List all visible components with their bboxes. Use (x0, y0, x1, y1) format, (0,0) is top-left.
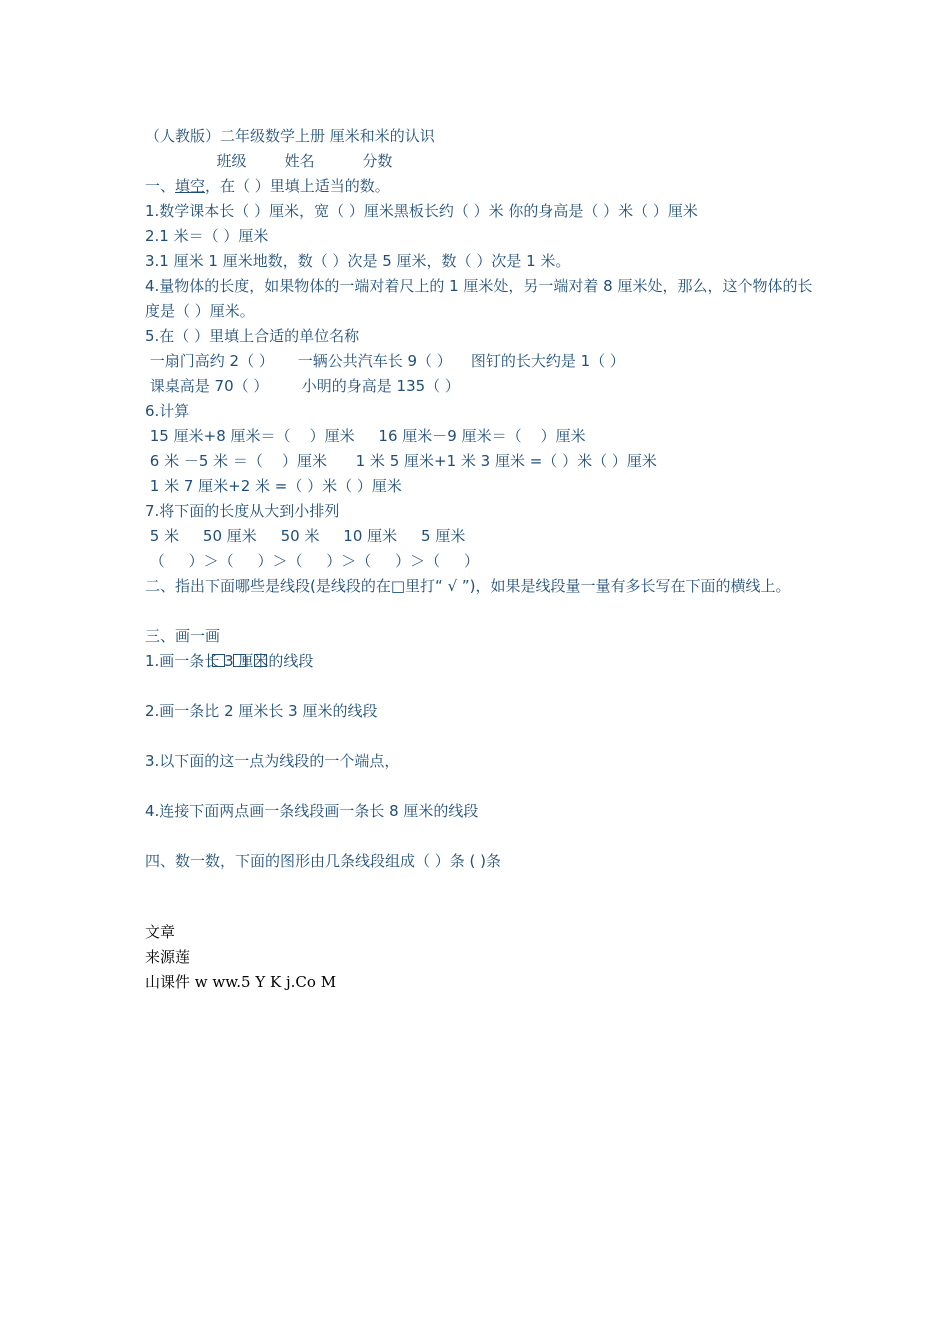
question-6: 6.计算 (145, 402, 190, 420)
section-3-question-2: 2.画一条比 2 厘米长 3 厘米的线段 (145, 702, 378, 720)
question-6-line-3: 1 米 7 厘米+2 米 =（ ）米（ ）厘米 (145, 477, 402, 495)
section-1-number: 一、 (145, 177, 176, 195)
question-4: 4.量物体的长度，如果物体的一端对着尺上的 1 厘米处，另一端对着 8 厘米处，那么，这个物体的长度是（ ）厘米。 (145, 277, 813, 320)
question-7-order-blanks: （ ）＞（ ）＞（ ）＞（ ）＞（ ） (145, 552, 479, 570)
worksheet-title: （人教版）二年级数学上册 厘米和米的认识 (145, 127, 435, 145)
section-3-question-4: 4.连接下面两点画一条线段画一条长 8 厘米的线段 (145, 802, 479, 820)
source-line-3: 山课件 w ww.5 Y K j.Co M (145, 973, 337, 991)
source-note (145, 920, 336, 995)
spacer (145, 724, 815, 749)
checkbox-row (145, 599, 815, 624)
question-3: 3.1 厘米 1 厘米地数，数（ ）次是 5 厘米，数（ ）次是 1 米。 (145, 252, 571, 270)
spacer (145, 824, 815, 849)
question-2: 2.1 米＝（ ）厘米 (145, 227, 269, 245)
section-3-question-1: 1.画一条长 3 厘米的线段 (145, 652, 314, 670)
question-5: 5.在（ ）里填上合适的单位名称 (145, 327, 360, 345)
section-3-question-3: 3.以下面的这一点为线段的一个端点， (145, 752, 400, 770)
section-4-title: 四、数一数，下面的图形由几条线段组成（ ）条 ( )条 (145, 852, 502, 870)
student-info-fields: 班级 姓名 分数 (145, 152, 393, 170)
question-5-line-1: 一扇门高约 2（ ） 一辆公共汽车长 9（ ） 图钉的长大约是 1（ ） (145, 352, 625, 370)
question-7: 7.将下面的长度从大到小排列 (145, 502, 340, 520)
question-6-line-1: 15 厘米+8 厘米＝（ ）厘米 16 厘米－9 厘米＝（ ）厘米 (145, 427, 586, 445)
question-6-line-2: 6 米 －5 米 ＝（ ）厘米 1 米 5 厘米+1 米 3 厘米 =（ ）米（ ）厘米 (145, 452, 657, 470)
source-line-1: 文章 (145, 923, 176, 941)
section-2-title: 二、指出下面哪些是线段(是线段的在□里打“ √ ”)，如果是线段量一量有多长写在下面的横线上。 (145, 577, 791, 595)
section-1-instruction: ，在（ ）里填上适当的数。 (205, 177, 390, 195)
worksheet-body (145, 124, 815, 874)
spacer (145, 774, 815, 799)
question-7-lengths: 5 米 50 厘米 50 米 10 厘米 5 厘米 (145, 527, 466, 545)
source-line-2: 来源莲 (145, 948, 191, 966)
question-1: 1.数学课本长（ ）厘米，宽（ ）厘米黑板长约（ ）米 你的身高是（ ）米（ ）厘米 (145, 202, 698, 220)
section-3-title: 三、画一画 (145, 627, 221, 645)
fill-blank-link[interactable]: 填空 (175, 177, 206, 195)
section-1-title (145, 174, 815, 199)
question-5-line-2: 课桌高是 70（ ） 小明的身高是 135（ ） (145, 377, 460, 395)
